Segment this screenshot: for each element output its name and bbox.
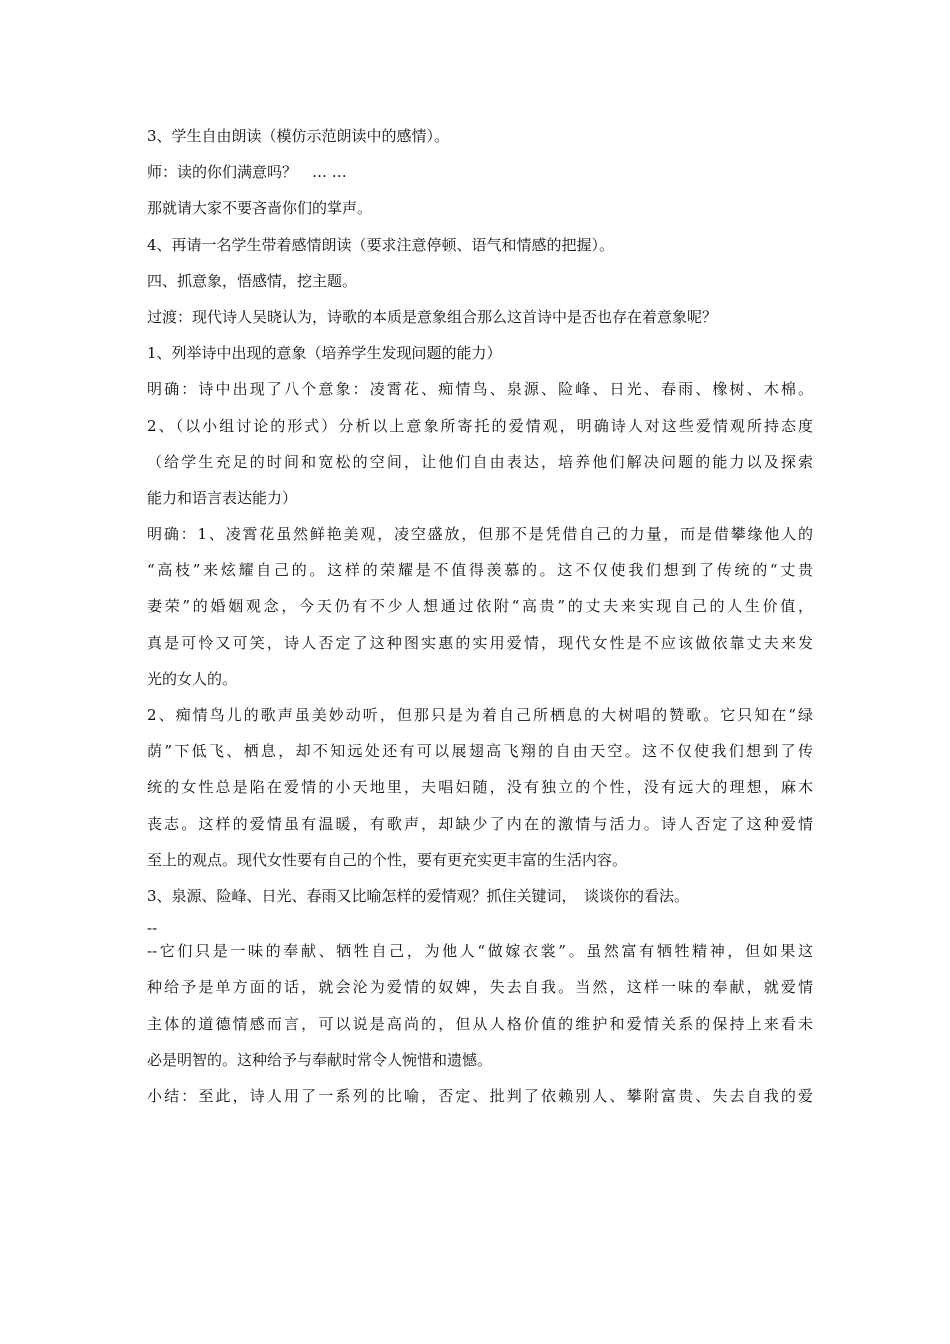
text-line: “高枝”来炫耀自己的。这样的荣耀是不值得羡慕的。这不仅使我们想到了传统的“丈贵 (147, 561, 813, 580)
text-line: 4、再请一名学生带着感情朗读（要求注意停顿、语气和情感的把握）。 (147, 235, 615, 254)
text-line: 种给予是单方面的话，就会沦为爱情的奴婢，失去自我。当然，这样一味的奉献，就爱情 (147, 978, 813, 997)
text-line: 能力和语言表达能力） (147, 488, 298, 507)
text-line: 至上的观点。现代女性要有自己的个性，要有更充实更丰富的生活内容。 (147, 850, 628, 869)
text-line: 丧志。这样的爱情虽有温暖，有歌声，却缺少了内在的激情与活力。诗人否定了这种爱情 (147, 814, 813, 833)
document-body (147, 124, 813, 1120)
text-line: 妻荣”的婚姻观念，今天仍有不少人想通过依附“高贵”的丈夫来实现自己的人生价值， (147, 597, 813, 616)
text-line: 明确：1、凌霄花虽然鲜艳美观，凌空盛放，但那不是凭借自己的力量，而是借攀缘他人的 (147, 525, 813, 544)
text-line: 过渡：现代诗人吴晓认为，诗歌的本质是意象组合那么这首诗中是否也存在着意象呢？ (147, 307, 718, 326)
text-line: 那就请大家不要吝啬你们的掌声。 (147, 199, 373, 218)
text-line: 3、泉源、险峰、日光、春雨又比喻怎样的爱情观？抓住关键词， 谈谈你的看法。 (147, 886, 690, 905)
dash-separator: -- (147, 920, 158, 938)
text-line: 2、痴情鸟儿的歌声虽美妙动听，但那只是为着自己所栖息的大树唱的赞歌。它只知在“绿 (147, 706, 813, 724)
text-line: （给学生充足的时间和宽松的空间，让他们自由表达，培养他们解决问题的能力以及探索 (147, 452, 813, 471)
text-line: 3、学生自由朗读（模仿示范朗读中的感情）。 (147, 127, 450, 145)
text-line: 荫”下低飞、栖息，却不知远处还有可以展翅高飞翔的自由天空。这不仅使我们想到了传 (147, 742, 813, 761)
text-line: 2、（以小组讨论的形式）分析以上意象所寄托的爱情观，明确诗人对这些爱情观所持态度 (147, 416, 813, 435)
text-line: 明确：诗中出现了八个意象：凌霄花、痴情鸟、泉源、险峰、日光、春雨、橡树、木棉。 (147, 380, 813, 399)
text-line: 必是明智的。这种给予与奉献时常令人惋惜和遗憾。 (147, 1050, 493, 1069)
text-line: 光的女人的。 (147, 669, 238, 688)
text-line: 小结：至此，诗人用了一系列的比喻，否定、批判了依赖别人、攀附富贵、失去自我的爱 (147, 1086, 813, 1105)
text-line: 1、列举诗中出现的意象（培养学生发现问题的能力） (147, 344, 502, 363)
text-line: 真是可怜又可笑，诗人否定了这种图实惠的实用爱情，现代女性是不应该做依靠丈夫来发 (147, 633, 813, 652)
text-line: 主体的道德情感而言，可以说是高尚的，但从人格价值的维护和爱情关系的保持上来看未 (147, 1014, 813, 1033)
section-heading: 四、抓意象，悟感情，挖主题。 (147, 271, 358, 290)
text-line: 师：读的你们满意吗？ … … (147, 163, 347, 182)
text-line: --它们只是一味的奉献、牺牲自己，为他人“做嫁衣裳”。虽然富有牺牲精神，但如果这 (147, 942, 813, 961)
text-line: 统的女性总是陷在爱情的小天地里，夫唱妇随，没有独立的个性，没有远大的理想，麻木 (147, 778, 813, 797)
